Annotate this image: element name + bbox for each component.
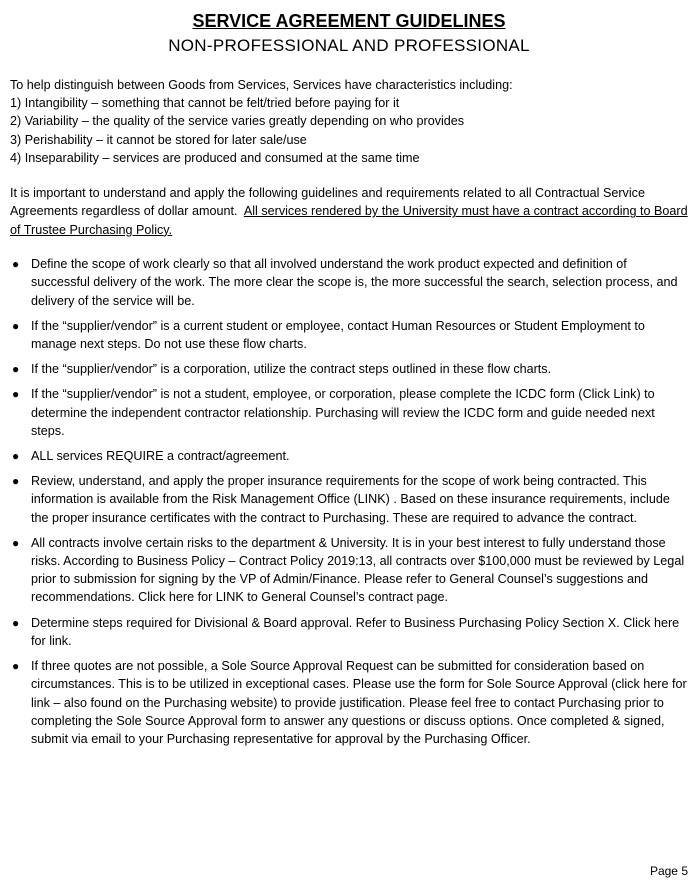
intro-lead: To help distinguish between Goods from Services, Services have characteristics including: <box>10 78 513 92</box>
guideline-text: If the “supplier/vendor” is a corporation, utilize the contract steps outlined in these flow charts. <box>31 362 552 377</box>
page-number: Page 5 <box>649 864 688 878</box>
guideline-item <box>10 447 688 465</box>
page-title: SERVICE AGREEMENT GUIDELINES <box>192 11 506 31</box>
bullet-icon: ● <box>12 659 20 674</box>
guideline-text: ALL services REQUIRE a contract/agreement. <box>31 449 290 464</box>
guideline-item <box>10 657 688 748</box>
guideline-text: All contracts involve certain risks to the department & University. It is in your best interest to fully understand those risks. According to Business Policy – Contract Policy 2019:13, all contracts over $100,000 must be reviewed by Legal prior to submission for signing by the VP of Admin/Finance. Please refer to General Counsel’s suggestions and recommendations. Click here for LINK to General Counsel’s contract page. <box>31 535 685 605</box>
characteristic-item: 4) Inseparability – services are produced and consumed at the same time <box>10 150 420 165</box>
characteristics-intro <box>10 76 688 167</box>
guideline-text: If the “supplier/vendor” is a current student or employee, contact Human Resources or Student Employment to manage next steps. Do not use these flow charts. <box>31 318 645 352</box>
policy-requirement: All services rendered by the University must have a contract according to Board of Trustee Purchasing Policy. <box>10 204 688 237</box>
guidelines-list <box>10 255 688 748</box>
bullet-icon: ● <box>12 449 20 464</box>
page-subtitle: NON-PROFESSIONAL AND PROFESSIONAL <box>168 36 530 55</box>
guideline-item <box>10 360 688 378</box>
guideline-item <box>10 317 688 353</box>
bullet-icon: ● <box>12 318 20 333</box>
guideline-item <box>10 385 688 440</box>
bullet-icon: ● <box>12 362 20 377</box>
bullet-icon: ● <box>12 535 20 550</box>
characteristic-item: 2) Variability – the quality of the service varies greatly depending on who provides <box>10 114 465 129</box>
guideline-item <box>10 472 688 527</box>
guideline-text: Define the scope of work clearly so that all involved understand the work product expected and definition of successful delivery of the work. The more clear the scope is, the more successful the search, selection process, and delivery of the service will be. <box>31 257 678 308</box>
policy-text: It is important to understand and apply the following guidelines and requirements related to all Contractual Service Agreements regardless of dollar amount. <box>10 186 645 219</box>
guideline-text: If the “supplier/vendor” is not a student, employee, or corporation, please complete the ICDC form (Click Link) to determine the independent contractor relationship. Purchasing will review the ICDC form and guide needed next steps. <box>31 387 655 438</box>
guideline-item <box>10 534 688 607</box>
guideline-text: Review, understand, and apply the proper insurance requirements for the scope of work being contracted. This information is available from the Risk Management Office (LINK) . Based on these insurance requirements, include the proper insurance certificates with the contract to Purchasing. These are required to advance the contract. <box>31 474 670 525</box>
characteristic-item: 1) Intangibility – something that cannot be felt/tried before paying for it <box>10 96 400 111</box>
bullet-icon: ● <box>12 387 20 402</box>
guideline-item <box>10 614 688 650</box>
guideline-text: Determine steps required for Divisional & Board approval. Refer to Business Purchasing Policy Section X. Click here for link. <box>31 615 680 648</box>
bullet-icon: ● <box>12 615 20 630</box>
policy-paragraph <box>10 184 688 239</box>
bullet-icon: ● <box>12 257 20 272</box>
guideline-text: If three quotes are not possible, a Sole Source Approval Request can be submitted for consideration based on circumstances. This is to be utilized in exceptional cases. Please use the form for Sole Source Approval (click here for link – also found on the Purchasing website) to provide justification. Please feel free to contact Purchasing prior to completing the Sole Source Approval form to answer any questions or discuss options. Once completed & signed, submit via email to your Purchasing representative for approval by the Purchasing Officer. <box>31 659 687 746</box>
characteristic-item: 3) Perishability – it cannot be stored for later sale/use <box>10 132 307 147</box>
bullet-icon: ● <box>12 474 20 489</box>
guideline-item <box>10 255 688 310</box>
